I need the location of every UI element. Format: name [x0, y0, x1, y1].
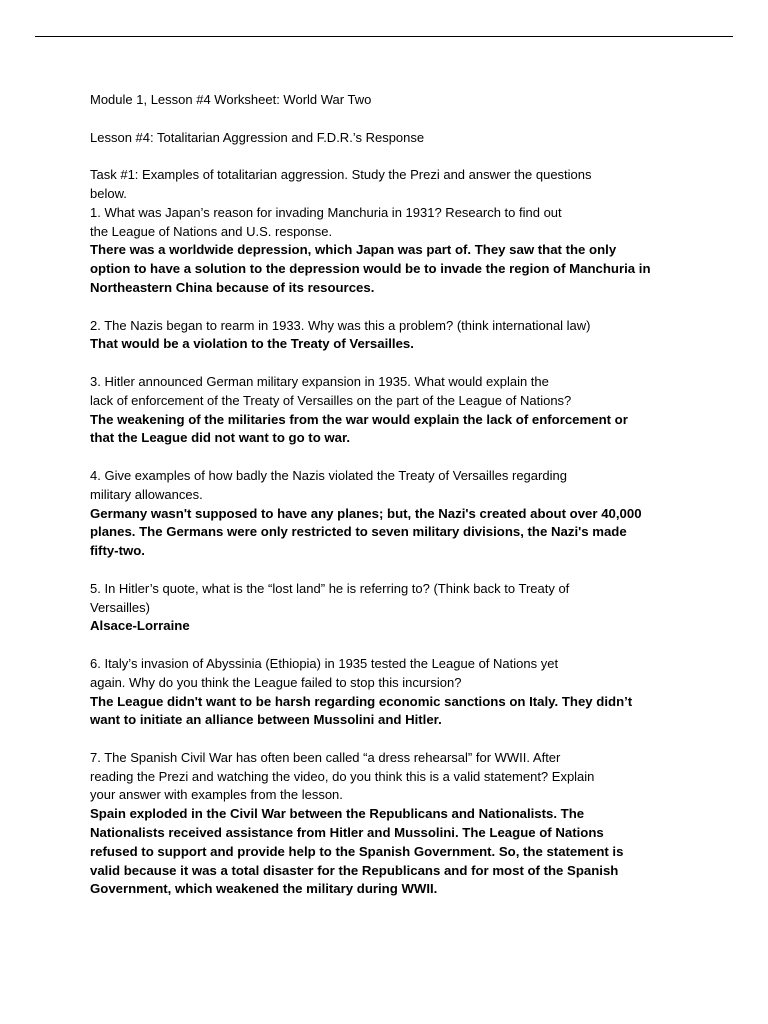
question-text-line: again. Why do you think the League failed to stop this incursion?	[90, 674, 462, 690]
question-block-1	[90, 204, 690, 298]
answer-text-line: planes. The Germans were only restricted to seven military divisions, the Nazi's made	[90, 524, 627, 540]
worksheet-title: Module 1, Lesson #4 Worksheet: World War Two	[90, 92, 372, 107]
answer-text-line: Alsace-Lorraine	[90, 618, 190, 634]
answer-text-line: that the League did not want to go to war.	[90, 430, 351, 446]
answer-text-line: That would be a violation to the Treaty of Versailles.	[90, 336, 414, 352]
answer-text-line: The weakening of the militaries from the war would explain the lack of enforcement or	[90, 411, 628, 427]
question-text-line: 6. Italy’s invasion of Abyssinia (Ethiopia) in 1935 tested the League of Nations yet	[90, 655, 559, 671]
answer-text-line: option to have a solution to the depression would be to invade the region of Manchuria in	[90, 261, 651, 277]
question-text-line: Versailles)	[90, 599, 150, 615]
spacer	[90, 636, 690, 655]
question-block-4	[90, 467, 690, 561]
answer-text-line: There was a worldwide depression, which Japan was part of. They saw that the only	[90, 242, 617, 258]
answer-text-line: Germany wasn't supposed to have any planes; but, the Nazi's created about over 40,000	[90, 505, 642, 521]
question-text-line: your answer with examples from the lesson.	[90, 787, 343, 803]
question-block-5	[90, 580, 690, 636]
answer-text-line: Nationalists received assistance from Hitler and Mussolini. The League of Nations	[90, 825, 604, 841]
question-block-6	[90, 655, 690, 730]
spacer	[90, 448, 690, 467]
question-text-line: 5. In Hitler’s quote, what is the “lost land” he is referring to? (Think back to Treaty of	[90, 580, 570, 596]
spacer	[90, 147, 690, 166]
question-text-line: 1. What was Japan’s reason for invading Manchuria in 1931? Research to find out	[90, 204, 562, 220]
question-text-line: 7. The Spanish Civil War has often been called “a dress rehearsal” for WWII. After	[90, 749, 561, 765]
answer-text-line: refused to support and provide help to the Spanish Government. So, the statement is	[90, 843, 624, 859]
header-rule	[35, 36, 733, 37]
question-text-line: the League of Nations and U.S. response.	[90, 223, 333, 239]
question-text-line: military allowances.	[90, 486, 203, 502]
question-text-line: 4. Give examples of how badly the Nazis violated the Treaty of Versailles regarding	[90, 467, 567, 483]
answer-text-line: valid because it was a total disaster for the Republicans and for most of the Spanish	[90, 862, 619, 878]
spacer	[90, 561, 690, 580]
task-instruction-line: below.	[90, 185, 127, 201]
spacer	[90, 298, 690, 317]
question-block-2	[90, 317, 690, 355]
answer-text-line: want to initiate an alliance between Mussolini and Hitler.	[90, 712, 442, 728]
answer-text-line: Spain exploded in the Civil War between the Republicans and Nationalists. The	[90, 806, 585, 822]
question-block-7	[90, 749, 690, 899]
question-block-3	[90, 373, 690, 448]
questions-list	[90, 204, 690, 899]
answer-text-line: Government, which weakened the military during WWII.	[90, 881, 438, 897]
question-text-line: reading the Prezi and watching the video, do you think this is a valid statement? Explain	[90, 768, 595, 784]
lesson-title: Lesson #4: Totalitarian Aggression and F.D.R.’s Response	[90, 129, 425, 145]
answer-text-line: The League didn't want to be harsh regarding economic sanctions on Italy. They didn’t	[90, 693, 633, 709]
task-instruction-line: Task #1: Examples of totalitarian aggression. Study the Prezi and answer the questions	[90, 167, 592, 183]
worksheet-content	[90, 91, 690, 899]
spacer	[90, 354, 690, 373]
answer-text-line: fifty-two.	[90, 543, 145, 559]
question-text-line: lack of enforcement of the Treaty of Versailles on the part of the League of Nations?	[90, 392, 572, 408]
question-text-line: 3. Hitler announced German military expansion in 1935. What would explain the	[90, 373, 549, 389]
answer-text-line: Northeastern China because of its resources.	[90, 279, 375, 295]
spacer	[90, 730, 690, 749]
question-text-line: 2. The Nazis began to rearm in 1933. Why was this a problem? (think international law)	[90, 317, 591, 333]
spacer	[90, 110, 690, 129]
